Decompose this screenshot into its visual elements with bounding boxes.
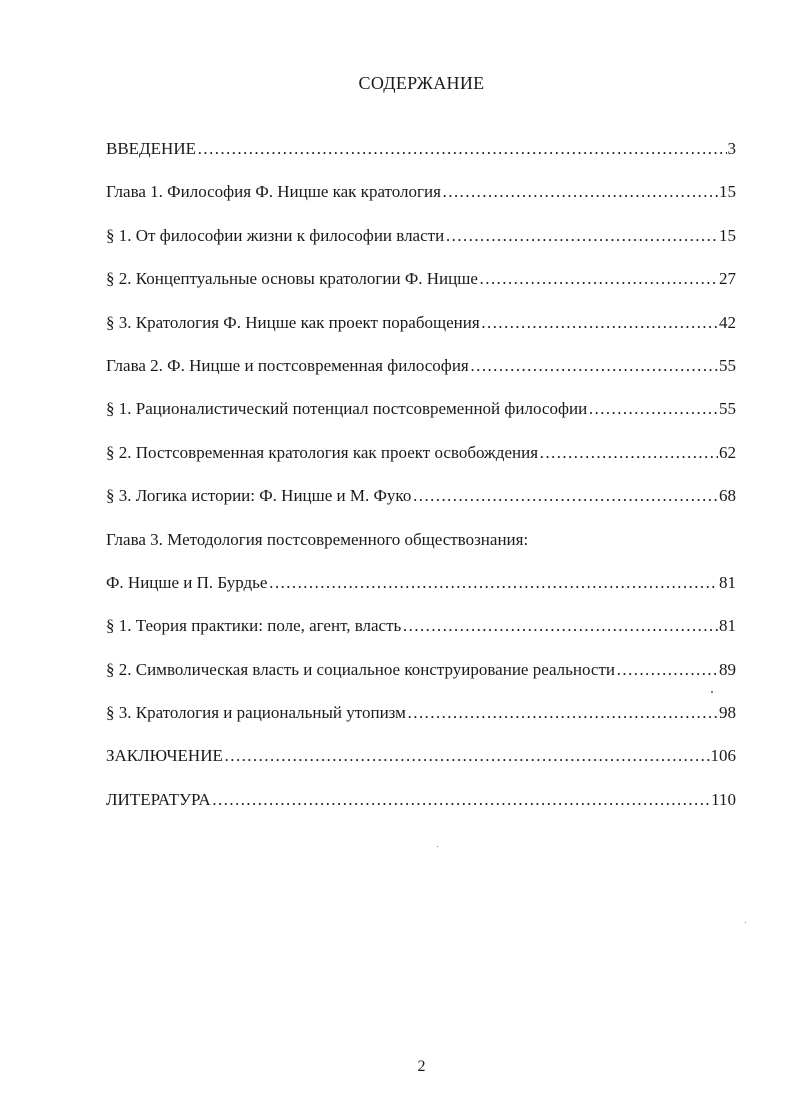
toc-entry-label: § 1. Теория практики: поле, агент, власть bbox=[106, 616, 402, 636]
toc-entry-page: 110 bbox=[711, 789, 736, 809]
toc-entry-label: Глава 2. Ф. Ницше и постсовременная философия bbox=[106, 355, 469, 375]
toc-entry-page: 68 bbox=[719, 486, 736, 506]
toc-entry-chapter-2[interactable] bbox=[106, 356, 736, 399]
toc-entry-label: § 3. Логика истории: Ф. Ницше и М. Фуко bbox=[106, 486, 412, 506]
toc-entry-page: 89 bbox=[719, 659, 736, 679]
toc-entry-conclusion[interactable] bbox=[106, 746, 736, 789]
toc-leader-dots bbox=[224, 746, 710, 766]
table-of-contents bbox=[106, 139, 736, 833]
toc-leader-dots bbox=[539, 443, 718, 463]
toc-leader-dots bbox=[407, 703, 718, 723]
toc-entry-label: ВВЕДЕНИЕ bbox=[106, 139, 196, 158]
toc-entry-label: Глава 1. Философия Ф. Ницше как кратология bbox=[106, 182, 441, 202]
toc-entry-page: 81 bbox=[719, 616, 736, 636]
toc-entry-3-1[interactable] bbox=[106, 616, 736, 659]
toc-entry-page: 42 bbox=[719, 312, 736, 332]
toc-leader-dots bbox=[445, 226, 718, 246]
toc-leader-dots bbox=[479, 269, 718, 289]
toc-entry-page: 55 bbox=[719, 355, 736, 375]
toc-leader-dots bbox=[412, 486, 718, 506]
toc-leader-dots bbox=[481, 313, 718, 333]
toc-entry-label: ЛИТЕРАТУРА bbox=[106, 789, 211, 809]
toc-entry-1-1[interactable] bbox=[106, 226, 736, 269]
toc-entry-chapter-3[interactable] bbox=[106, 530, 736, 573]
toc-entry-page: 62 bbox=[719, 442, 736, 462]
toc-entry-chapter-3-cont[interactable] bbox=[106, 573, 736, 616]
toc-entry-1-2[interactable] bbox=[106, 269, 736, 312]
toc-entry-2-2[interactable] bbox=[106, 443, 736, 486]
toc-entry-label: § 3. Кратология Ф. Ницше как проект порабощения bbox=[106, 312, 480, 332]
page-title: СОДЕРЖАНИЕ bbox=[358, 73, 485, 93]
toc-entry-3-3[interactable] bbox=[106, 703, 736, 746]
scan-speck bbox=[745, 922, 746, 923]
toc-entry-label: Глава 3. Методология постсовременного обществознания: bbox=[106, 529, 529, 549]
toc-entry-label: § 1. Рационалистический потенциал постсовременной философии bbox=[106, 399, 588, 419]
toc-entry-page: 98 bbox=[719, 703, 736, 723]
toc-entry-page: 27 bbox=[719, 269, 736, 289]
page-number: 2 bbox=[417, 1058, 426, 1075]
toc-entry-introduction[interactable] bbox=[106, 139, 736, 182]
toc-entry-literature[interactable] bbox=[106, 790, 736, 833]
toc-entry-label: Ф. Ницше и П. Бурдье bbox=[106, 572, 268, 592]
toc-entry-label: § 2. Концептуальные основы кратологии Ф. Ницше bbox=[106, 269, 478, 289]
toc-entry-chapter-1[interactable] bbox=[106, 182, 736, 225]
toc-entry-label: § 2. Символическая власть и социальное конструирование реальности bbox=[106, 659, 615, 679]
toc-entry-2-1[interactable] bbox=[106, 399, 736, 442]
toc-entry-page: 106 bbox=[710, 746, 736, 766]
toc-leader-dots bbox=[197, 139, 727, 159]
toc-entry-page: 3 bbox=[727, 139, 736, 158]
toc-entry-page: 15 bbox=[719, 182, 736, 202]
toc-entry-label: § 3. Кратология и рациональный утопизм bbox=[106, 703, 406, 723]
scan-speck bbox=[711, 691, 713, 693]
toc-entry-label: § 1. От философии жизни к философии власти bbox=[106, 225, 445, 245]
toc-entry-label: § 2. Постсовременная кратология как проект освобождения bbox=[106, 442, 539, 462]
toc-entry-page: 55 bbox=[719, 399, 736, 419]
toc-entry-3-2[interactable] bbox=[106, 660, 736, 703]
toc-leader-dots bbox=[616, 660, 718, 680]
toc-entry-page: 15 bbox=[719, 225, 736, 245]
toc-leader-dots bbox=[402, 616, 718, 636]
toc-leader-dots bbox=[470, 356, 718, 376]
toc-leader-dots bbox=[268, 573, 718, 593]
toc-entry-2-3[interactable] bbox=[106, 486, 736, 529]
toc-entry-label: ЗАКЛЮЧЕНИЕ bbox=[106, 746, 223, 766]
toc-leader-dots bbox=[588, 399, 718, 419]
scan-speck bbox=[437, 846, 438, 847]
toc-leader-dots bbox=[442, 182, 718, 202]
toc-entry-1-3[interactable] bbox=[106, 313, 736, 356]
toc-leader-dots bbox=[212, 790, 711, 810]
toc-entry-page: 81 bbox=[719, 572, 736, 592]
